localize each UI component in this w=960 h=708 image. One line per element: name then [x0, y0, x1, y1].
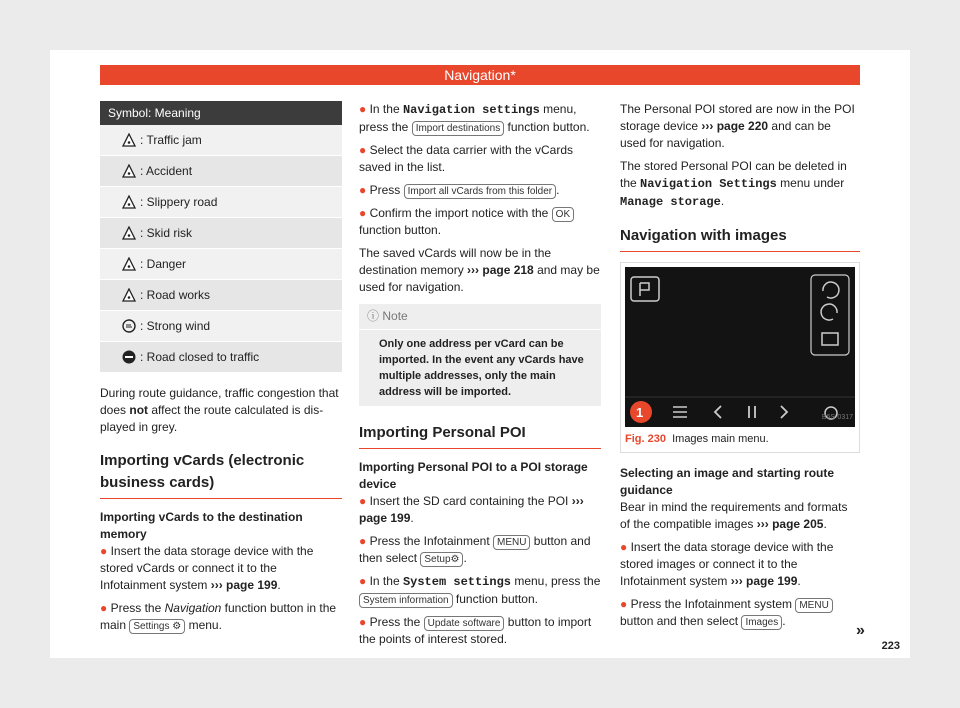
symbol-table-head: Symbol: Meaning [100, 101, 342, 125]
accident-icon [122, 164, 136, 178]
image-code: B6S-0317 [821, 414, 853, 421]
figure-caption: Fig. 230 Images main menu. [625, 433, 769, 445]
symbol-label: : Traffic jam [140, 132, 202, 147]
table-row [100, 249, 342, 280]
slippery-road-icon [122, 195, 136, 209]
symbol-label: : Strong wind [140, 318, 211, 333]
symbol-label: : Danger [140, 256, 187, 271]
column-2 [359, 101, 601, 654]
section-header [100, 65, 860, 85]
list-item: ● Press the Infotainment system MENU button and then select Images . [620, 596, 860, 630]
continue-marker: » [856, 622, 865, 639]
setup-button: Setup⚙ [420, 552, 463, 567]
traffic-jam-icon [122, 133, 136, 147]
table-row [100, 187, 342, 218]
ok-button: OK [552, 207, 574, 222]
table-row [100, 125, 342, 156]
poi-subheading: Importing Personal POI to a POI storage device [359, 460, 588, 491]
page-number: 223 [881, 640, 900, 652]
list-item: ● Press the Update software button to import the points of interest stored. [359, 615, 592, 646]
symbol-label: : Skid risk [140, 225, 193, 240]
update-software-button: Update software [424, 616, 505, 631]
poi-heading: Importing Personal POI [359, 424, 526, 441]
road-works-icon [122, 288, 136, 302]
menu-button: MENU [493, 535, 530, 550]
poi-stored-paragraph: The Personal POI stored are now in the POI storage device ››› page 220 and can be used for navigation. [620, 102, 855, 150]
skid-risk-icon [122, 226, 136, 240]
menu-button: MENU [795, 598, 832, 613]
note-heading: Note [382, 309, 408, 323]
figure-230 [620, 262, 860, 453]
danger-icon [122, 257, 136, 271]
symbol-label: : Accident [140, 163, 193, 178]
poi-delete-paragraph: The stored Personal POI can be deleted in the Navigation Settings menu under Manage storage. [620, 159, 847, 209]
table-row [100, 156, 342, 187]
screen-graphic [625, 267, 855, 427]
symbol-table [100, 101, 342, 373]
list-item: ● Press Import all vCards from this folder . [359, 183, 560, 197]
table-row [100, 311, 342, 342]
settings-button: Settings ⚙ [129, 619, 185, 634]
vcards-heading: Importing vCards (electronic business cards) [100, 452, 305, 491]
strong-wind-icon [122, 319, 136, 333]
vcards-saved-paragraph: The saved vCards will now be in the destination memory ››› page 218 and may be used for navigation. [359, 246, 600, 294]
images-subheading: Selecting an image and starting route guidance [620, 466, 835, 497]
callout-badge: 1 [636, 405, 644, 420]
section-title: Navigation* [444, 67, 516, 83]
list-item: ● Insert the data storage device with the stored vCards or connect it to the Infotainment system ››› page 199. [100, 544, 314, 592]
import-all-vcards-button: Import all vCards from this folder [404, 184, 557, 199]
column-3 [620, 101, 860, 636]
column-1 [100, 101, 342, 640]
symbol-label: : Road closed to traffic [140, 349, 260, 364]
images-requirements-paragraph: Bear in mind the requirements and formats of the compatible images ››› page 205. [620, 500, 848, 531]
vcards-heading-block [100, 450, 342, 499]
list-item: ● Confirm the import notice with the OK function button. [359, 205, 601, 239]
info-icon: ⓘ [367, 309, 380, 323]
road-closed-icon [122, 350, 136, 364]
table-row [100, 342, 342, 373]
list-item: ● Select the data carrier with the vCards saved in the list. [359, 143, 574, 174]
images-button: Images [741, 615, 782, 630]
symbol-label: : Road works [140, 287, 211, 302]
list-item: ● In the Navigation settings menu, press the Import destinations function button. [359, 102, 590, 134]
import-destinations-button: Import destinations [412, 121, 505, 136]
list-item: ● Press the Navigation function button in the main Settings ⚙ menu. [100, 601, 337, 632]
congestion-paragraph: During route guidance, traffic congestion that does not affect the route calculated is dis-played in grey. [100, 386, 339, 434]
infotainment-screen [625, 267, 855, 427]
system-information-button: System information [359, 593, 453, 608]
list-item: ● Insert the data storage device with the stored images or connect it to the Infotainment system ››› page 199. [620, 540, 834, 588]
table-row [100, 280, 342, 311]
symbol-label: : Slippery road [140, 194, 218, 209]
note-text: Only one address per vCard can be imported. In the event any vCards have multiple addresses, only the main address will be imported. [379, 338, 584, 398]
list-item: ● Insert the SD card containing the POI ››› page 199. [359, 494, 584, 525]
images-heading-block [620, 225, 860, 252]
list-item: ● Press the Infotainment MENU button and then select Setup⚙ . [359, 534, 591, 565]
note-box [359, 304, 601, 406]
list-item: ● In the System settings menu, press the System information function button. [359, 574, 601, 606]
vcards-subheading: Importing vCards to the destination memory [100, 510, 303, 541]
poi-heading-block [359, 422, 601, 449]
images-heading: Navigation with images [620, 227, 787, 244]
table-row [100, 218, 342, 249]
